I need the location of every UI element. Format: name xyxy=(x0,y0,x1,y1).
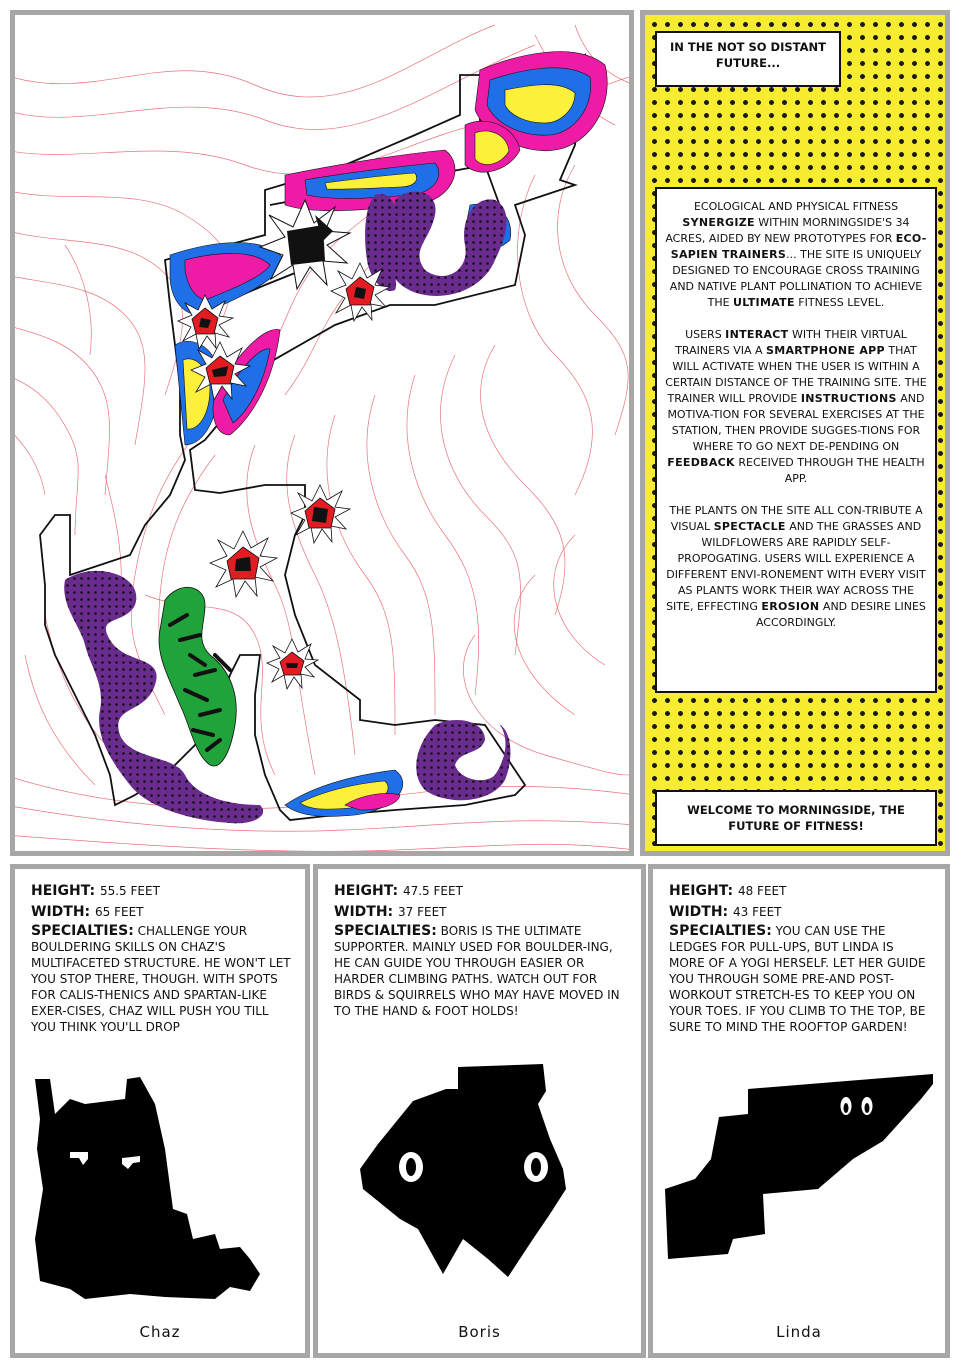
character-card-linda xyxy=(648,864,950,1358)
height-line xyxy=(334,881,629,902)
character-card-chaz xyxy=(10,864,310,1358)
character-stats xyxy=(334,881,629,1019)
width-label: WIDTH: xyxy=(669,904,729,920)
width-value: 65 FEET xyxy=(95,905,144,919)
height-label: HEIGHT: xyxy=(334,883,399,899)
specialties-label: SPECIALTIES: xyxy=(334,923,437,939)
highlight-word: ECO-SAPIEN TRAINERS xyxy=(670,232,927,261)
width-value: 37 FEET xyxy=(398,905,447,919)
trainer-marker xyxy=(331,263,390,321)
story-text: FITNESS LEVEL. xyxy=(794,296,885,309)
width-value: 43 FEET xyxy=(733,905,782,919)
story-paragraph-2 xyxy=(663,327,929,487)
specialties-text xyxy=(31,923,293,1035)
height-label: HEIGHT: xyxy=(31,883,96,899)
specialties-value: CHALLENGE YOUR BOULDERING SKILLS ON CHAZ'S MULTIFACETED STRUCTURE. HE WON'T LET YOU STOP THERE, THOUGH. WITH SPOTS FOR CALIS-THENICS AND SPARTAN-LIKE EXER-CISES, CHAZ WILL PUSH YOU TILL YOU THINK YOU'LL DROP xyxy=(31,924,291,1034)
story-text: USERS xyxy=(685,328,726,341)
intro-caption: IN THE NOT SO DISTANT FUTURE... xyxy=(655,31,841,87)
trainer-marker xyxy=(210,531,277,597)
specialties-text xyxy=(334,923,629,1019)
character-name: Linda xyxy=(776,1323,822,1341)
highlight-word: SYNERGIZE xyxy=(682,216,755,229)
highlight-word: EROSION xyxy=(761,600,820,613)
story-paragraph-1 xyxy=(663,199,929,311)
height-line xyxy=(31,881,293,902)
story-text: ECOLOGICAL AND PHYSICAL FITNESS xyxy=(693,200,899,213)
story-text: WITH THEIR VIRTUAL TRAINERS VIA A xyxy=(675,328,907,357)
story-text: THE PLANTS ON THE SITE ALL CON-TRIBUTE A VISUAL xyxy=(669,504,923,533)
chaz-silhouette xyxy=(15,1059,305,1319)
height-value: 55.5 FEET xyxy=(99,884,160,898)
highlight-word: SMARTPHONE APP xyxy=(766,344,885,357)
story-text: WITHIN MORNINGSIDE'S 34 ACRES, AIDED BY NEW PROTOTYPES FOR xyxy=(665,216,910,245)
story-text: AND MOTIVA-TION FOR SEVERAL EXERCISES AT THE STATION, THEN PROVIDE SUGGES-TIONS FOR WHERE TO GO NEXT DE-PENDING ON xyxy=(667,392,925,453)
trainer-marker-main xyxy=(260,200,350,289)
highlight-word: ULTIMATE xyxy=(733,296,795,309)
character-name: Boris xyxy=(458,1323,501,1341)
story-text: THAT WILL ACTIVATE WHEN THE USER IS WITHIN A CERTAIN DISTANCE OF THE TRAINING SITE. THE TRAINER WILL PROVIDE xyxy=(665,344,927,405)
character-stats xyxy=(31,881,293,1035)
character-card-boris xyxy=(313,864,646,1358)
green-meadow xyxy=(159,587,236,766)
plant-masses xyxy=(64,192,510,824)
specialties-label: SPECIALTIES: xyxy=(669,923,772,939)
character-name: Chaz xyxy=(139,1323,181,1341)
height-value: 48 FEET xyxy=(737,884,787,898)
specialties-value: YOU CAN USE THE LEDGES FOR PULL-UPS, BUT LINDA IS MORE OF A YOGI HERSELF. LET HER GUIDE YOU THROUGH SOME PRE-AND POST-WORKOUT STRETCH-ES TO KEEP YOU ON YOUR TOES. IF YOU CLIMB TO THE TOP, BE SURE TO MIND THE ROOFTOP GARDEN! xyxy=(669,924,926,1034)
highlight-word: FEEDBACK xyxy=(667,456,735,469)
character-stats xyxy=(669,881,933,1035)
height-value: 47.5 FEET xyxy=(402,884,463,898)
site-map xyxy=(15,15,629,851)
site-map-panel xyxy=(10,10,634,856)
highlight-word: INSTRUCTIONS xyxy=(800,392,897,405)
story-paragraph-3 xyxy=(663,503,929,631)
story-text: AND DESIRE LINES ACCORDINGLY. xyxy=(755,600,926,629)
specialties-value: BORIS IS THE ULTIMATE SUPPORTER. MAINLY USED FOR BOULDER-ING, HE CAN GUIDE YOU THROUGH EASIER OR HARDER CLIMBING PATHS. WATCH OUT FOR BIRDS & SQUIRRELS WHO MAY HAVE MOVED IN TO THE HAND & FOOT HOLDS! xyxy=(334,924,620,1018)
story-caption xyxy=(655,187,937,693)
welcome-caption: WELCOME TO MORNINGSIDE, THE FUTURE OF FITNESS! xyxy=(655,790,937,846)
story-text: AND THE GRASSES AND WILDFLOWERS ARE RAPIDLY SELF-PROPOGATING. USERS WILL EXPERIENCE A DIFFERENT ENVI-RONEMENT WITH EVERY VISIT AS PLANTS WORK THEIR WAY ACROSS THE SITE, EFFECTING xyxy=(666,520,926,613)
boris-silhouette xyxy=(318,1059,641,1319)
story-text: ... THE SITE IS UNIQUELY DESIGNED TO ENCOURAGE CROSS TRAINING AND NATIVE PLANT POLLINATION TO ACHIEVE THE xyxy=(669,248,923,309)
height-line xyxy=(669,881,933,902)
highlight-word: SPECTACLE xyxy=(713,520,786,533)
height-label: HEIGHT: xyxy=(669,883,734,899)
highlight-word: INTERACT xyxy=(725,328,789,341)
story-text: RECEIVED THROUGH THE HEALTH APP. xyxy=(734,456,925,485)
width-line xyxy=(669,902,933,923)
width-line xyxy=(31,902,293,923)
trainer-marker xyxy=(267,639,318,689)
width-label: WIDTH: xyxy=(31,904,91,920)
specialties-label: SPECIALTIES: xyxy=(31,923,134,939)
specialties-text xyxy=(669,923,933,1035)
width-line xyxy=(334,902,629,923)
width-label: WIDTH: xyxy=(334,904,394,920)
linda-silhouette xyxy=(653,1059,945,1319)
intro-panel xyxy=(640,10,950,856)
